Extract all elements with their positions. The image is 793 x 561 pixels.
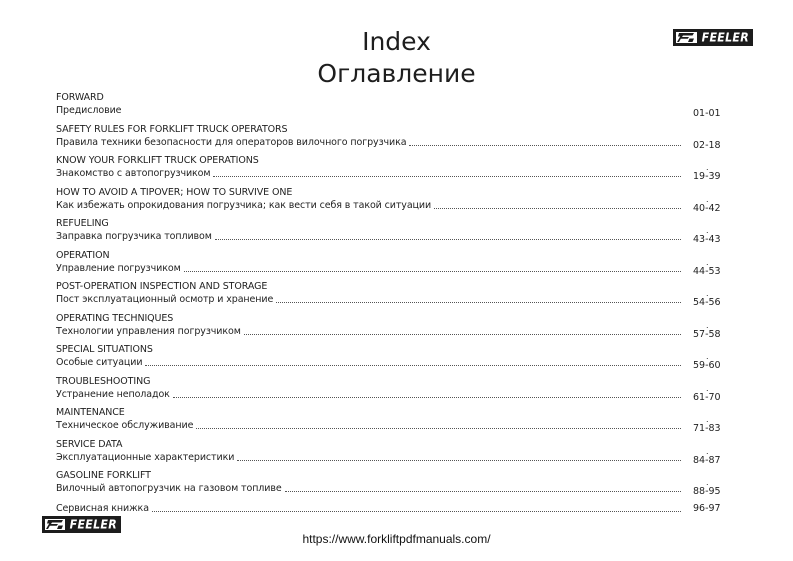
toc-entry-title-ru: Техническое обслуживание xyxy=(56,420,194,431)
dot-leader xyxy=(213,176,681,177)
toc-entry-title-en: KNOW YOUR FORKLIFT TRUCK OPERATIONS xyxy=(56,155,259,166)
feeler-logo-icon xyxy=(45,519,65,530)
toc-entry-pages: 02-18 xyxy=(693,139,721,151)
toc-entry-title-ru: Предисловие xyxy=(56,105,122,116)
toc-entry-pages: . 84-87 xyxy=(693,446,721,466)
toc-entry-title-ru: Сервисная книжка xyxy=(56,502,149,514)
footer-url-link[interactable]: https://www.forkliftpdfmanuals.com/ xyxy=(302,532,491,546)
dot-leader xyxy=(184,271,681,272)
toc-entry-operation[interactable] xyxy=(56,250,723,282)
toc-entry-gasoline-forklift[interactable] xyxy=(56,470,723,502)
toc-entry-title-en: SAFETY RULES FOR FORKLIFT TRUCK OPERATORS xyxy=(56,123,288,135)
toc-entry-title-en: POST-OPERATION INSPECTION AND STORAGE xyxy=(56,281,268,292)
page-title-ru: Оглавление xyxy=(317,59,476,88)
toc-entry-forward[interactable] xyxy=(56,92,723,124)
dot-leader xyxy=(434,208,681,209)
toc-entry-title-en: MAINTENANCE xyxy=(56,407,125,418)
toc-entry-title-ru: Пост эксплуатационный осмотр и хранение xyxy=(56,294,274,305)
toc-entry-operating-techniques[interactable] xyxy=(56,313,723,345)
toc-entry-know-your-forklift[interactable] xyxy=(56,155,723,187)
toc-entry-pages: . 71-83 xyxy=(693,415,721,434)
toc-entry-title-ru: Заправка погрузчика топливом xyxy=(56,231,212,242)
toc-entry-title-ru: Управление погрузчиком xyxy=(56,262,181,274)
toc-entry-title-en: FORWARD xyxy=(56,92,104,103)
feeler-logo-bottom xyxy=(42,516,121,533)
toc-entry-special-situations[interactable] xyxy=(56,344,723,376)
toc-entry-avoid-tipover[interactable] xyxy=(56,187,723,219)
toc-entry-service-data[interactable] xyxy=(56,439,723,471)
toc-entry-title-en: OPERATING TECHNIQUES xyxy=(56,312,174,324)
toc-entry-title-en: SPECIAL SITUATIONS xyxy=(56,344,153,355)
dot-leader xyxy=(173,397,681,398)
toc-entry-pages: . 43-43 xyxy=(693,226,721,245)
dot-leader xyxy=(244,334,681,335)
toc-entry-title-en: SERVICE DATA xyxy=(56,438,123,450)
toc-entry-pages: . 57-58 xyxy=(693,320,721,340)
toc-entry-title-en: OPERATION xyxy=(56,249,110,261)
feeler-logo-icon xyxy=(676,32,697,43)
dot-leader xyxy=(237,460,681,461)
toc-entry-pages: . 61-70 xyxy=(693,383,721,403)
dot-leader xyxy=(152,511,681,512)
toc-entry-title-ru: Вилочный автопогрузчик на газовом топливе xyxy=(56,483,282,494)
dot-leader xyxy=(285,491,681,492)
toc-entry-title-ru: Технологии управления погрузчиком xyxy=(56,325,241,337)
toc-entry-title-ru: Как избежать опрокидования погрузчика; как вести себя в такой ситуации xyxy=(56,199,432,211)
toc-entry-pages: 96-97 xyxy=(693,502,721,514)
dot-leader xyxy=(215,239,681,240)
toc-entry-title-ru: Устранение неполадок xyxy=(56,388,170,400)
toc-entry-safety-rules[interactable] xyxy=(56,124,723,156)
toc-entry-title-en: GASOLINE FORKLIFT xyxy=(56,470,151,481)
toc-entry-title-ru: Эксплуатационные характеристики xyxy=(56,451,235,463)
dot-leader xyxy=(196,428,681,429)
toc-entry-title-ru: Знакомство с автопогрузчиком xyxy=(56,168,211,179)
dot-leader xyxy=(145,365,681,366)
logo-wordmark: FEELER xyxy=(69,517,117,532)
toc-entry-pages: . 59-60 xyxy=(693,352,721,371)
toc-entry-title-ru: Особые ситуации xyxy=(56,357,143,368)
toc-entry-title-en: HOW TO AVOID A TIPOVER; HOW TO SURVIVE ONE xyxy=(56,186,293,198)
toc-entry-service-book[interactable] xyxy=(56,502,723,516)
toc-entry-title-en: REFUELING xyxy=(56,218,109,229)
toc-entry-pages: 01-01 xyxy=(693,108,721,119)
toc-entry-title-ru: Правила техники безопасности для операторов вилочного погрузчика xyxy=(56,136,407,148)
toc-entry-troubleshooting[interactable] xyxy=(56,376,723,408)
toc-entry-pages: . 88-95 xyxy=(693,478,721,497)
page-title-en: Index xyxy=(362,27,431,56)
feeler-logo-top xyxy=(673,29,753,46)
toc-entry-maintenance[interactable] xyxy=(56,407,723,439)
dot-leader xyxy=(276,302,681,303)
toc-entry-pages: . 19-39 xyxy=(693,163,721,182)
dot-leader xyxy=(409,145,681,146)
toc-entry-pages: . 40-42 xyxy=(693,194,721,214)
logo-wordmark: FEELER xyxy=(701,30,749,45)
toc-entry-title-en: TROUBLESHOOTING xyxy=(56,375,151,387)
toc-entry-post-operation[interactable] xyxy=(56,281,723,313)
toc-entry-pages: . 44-53 xyxy=(693,257,721,277)
table-of-contents xyxy=(56,92,723,516)
toc-entry-refueling[interactable] xyxy=(56,218,723,250)
toc-entry-pages: . 54-56 xyxy=(693,289,721,308)
